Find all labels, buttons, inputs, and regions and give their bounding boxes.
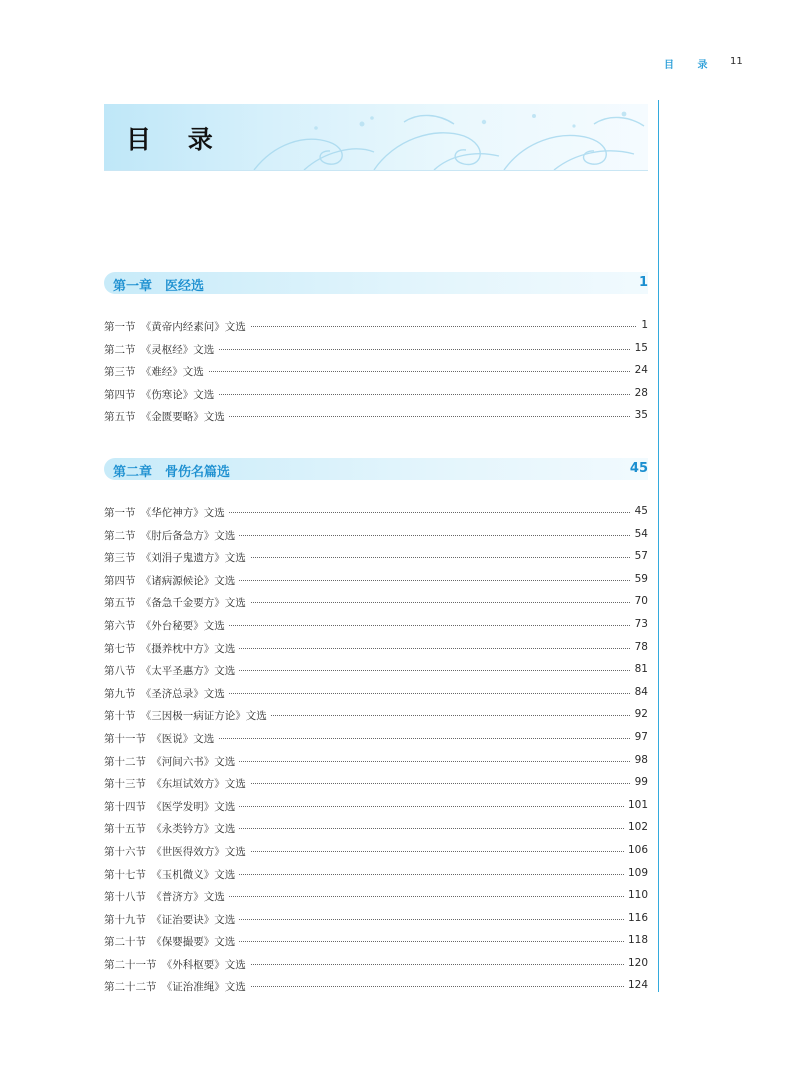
- toc-entry-title: 第三节 《难经》文选: [104, 364, 208, 379]
- toc-entry: [104, 727, 648, 750]
- toc-entry-page: 45: [631, 505, 648, 517]
- toc-entry-title: 第四节 《诸病源候论》文选: [104, 573, 239, 588]
- toc-entry: [104, 930, 648, 953]
- toc-entry: [104, 772, 648, 795]
- toc-entry-page: 15: [631, 342, 648, 354]
- toc-entry-title: 第十四节 《医学发明》文选: [104, 799, 239, 814]
- toc-entry: [104, 383, 648, 406]
- running-head-title: 目 录: [664, 60, 718, 71]
- toc-entry-page: 81: [631, 663, 648, 675]
- toc-list: [104, 315, 648, 428]
- toc-entry-title: 第十三节 《东垣试效方》文选: [104, 776, 250, 791]
- chapter-title: 第二章 骨伤名篇选: [113, 465, 231, 480]
- chapter-title: 第一章 医经选: [113, 279, 205, 294]
- toc-entry-page: 101: [624, 799, 648, 811]
- toc-banner: [104, 104, 648, 170]
- toc-entry: [104, 569, 648, 592]
- toc-entry-title: 第十九节 《证治要诀》文选: [104, 912, 239, 927]
- toc-entry-title: 第二十二节 《证治准绳》文选: [104, 979, 250, 994]
- toc-entry: [104, 659, 648, 682]
- toc-entry: [104, 908, 648, 931]
- toc-entry-page: 73: [631, 618, 648, 630]
- banner-divider: [104, 170, 648, 171]
- toc-entry: [104, 682, 648, 705]
- toc-entry: [104, 885, 648, 908]
- toc-entry: [104, 795, 648, 818]
- toc-entry: [104, 637, 648, 660]
- toc-entry-page: 124: [624, 979, 648, 991]
- toc-entry: [104, 360, 648, 383]
- toc-entry-title: 第十六节 《世医得效方》文选: [104, 844, 250, 859]
- toc-entry-page: 99: [631, 776, 648, 788]
- toc-entry: [104, 591, 648, 614]
- toc-entry-title: 第一节 《华佗神方》文选: [104, 505, 229, 520]
- toc-entry: [104, 863, 648, 886]
- toc-entry-title: 第十一节 《医说》文选: [104, 731, 218, 746]
- toc-entry-page: 109: [624, 867, 648, 879]
- toc-entry-page: 1: [637, 319, 648, 331]
- toc-entry: [104, 501, 648, 524]
- toc-list: [104, 501, 648, 998]
- toc-entry-title: 第七节 《摄养枕中方》文选: [104, 641, 239, 656]
- toc-entry: [104, 546, 648, 569]
- toc-entry-title: 第二节 《肘后备急方》文选: [104, 528, 239, 543]
- chapter-page: 1: [638, 275, 648, 290]
- toc-entry-page: 118: [624, 934, 648, 946]
- page-title: 目 录: [126, 125, 227, 154]
- toc-entry-page: 54: [631, 528, 648, 540]
- toc-entry: [104, 338, 648, 361]
- toc-entry-page: 70: [631, 595, 648, 607]
- margin-rule: [658, 100, 659, 992]
- toc-entry: [104, 750, 648, 773]
- toc-entry-page: 120: [624, 957, 648, 969]
- toc-entry-page: 110: [624, 889, 648, 901]
- toc-entry: [104, 405, 648, 428]
- toc-entry-page: 78: [631, 641, 648, 653]
- toc-entry-page: 98: [631, 754, 648, 766]
- toc-entry-title: 第二十节 《保婴撮要》文选: [104, 934, 239, 949]
- toc-entry: [104, 840, 648, 863]
- toc-entry-page: 24: [631, 364, 648, 376]
- toc-entry: [104, 524, 648, 547]
- toc-entry-page: 97: [631, 731, 648, 743]
- toc-entry-title: 第十七节 《玉机微义》文选: [104, 867, 239, 882]
- toc-entry-page: 92: [631, 708, 648, 720]
- toc-entry: [104, 704, 648, 727]
- toc-entry: [104, 315, 648, 338]
- toc-entry-page: 35: [631, 409, 648, 421]
- toc-entry-page: 57: [631, 550, 648, 562]
- toc-entry: [104, 817, 648, 840]
- toc-entry-title: 第二节 《灵枢经》文选: [104, 342, 218, 357]
- toc-entry-title: 第一节 《黄帝内经素问》文选: [104, 319, 250, 334]
- toc-entry-title: 第五节 《备急千金要方》文选: [104, 595, 250, 610]
- toc-entry-title: 第十节 《三因极一病证方论》文选: [104, 708, 271, 723]
- toc-entry-title: 第十五节 《永类钤方》文选: [104, 821, 239, 836]
- chapter-page: 45: [629, 461, 648, 476]
- toc-entry-title: 第四节 《伤寒论》文选: [104, 387, 218, 402]
- toc-entry: [104, 953, 648, 976]
- toc-entry-page: 116: [624, 912, 648, 924]
- toc-entry-title: 第八节 《太平圣惠方》文选: [104, 663, 239, 678]
- toc-entry-title: 第二十一节 《外科枢要》文选: [104, 957, 250, 972]
- toc-entry-title: 第九节 《圣济总录》文选: [104, 686, 229, 701]
- toc-entry-title: 第十八节 《普济方》文选: [104, 889, 229, 904]
- toc-entry-title: 第五节 《金匮要略》文选: [104, 409, 229, 424]
- chapter-heading: [104, 272, 648, 294]
- toc-entry-page: 102: [624, 821, 648, 833]
- toc-entry: [104, 975, 648, 998]
- toc-entry: [104, 614, 648, 637]
- toc-entry-title: 第十二节 《河间六书》文选: [104, 754, 239, 769]
- toc-entry-page: 59: [631, 573, 648, 585]
- toc-entry-page: 84: [631, 686, 648, 698]
- chapter-heading: [104, 458, 648, 480]
- page-number: 11: [730, 56, 743, 67]
- running-head: [664, 56, 750, 72]
- toc-entry-page: 28: [631, 387, 648, 399]
- toc-entry-title: 第六节 《外台秘要》文选: [104, 618, 229, 633]
- toc-entry-title: 第三节 《刘涓子鬼遗方》文选: [104, 550, 250, 565]
- toc-entry-page: 106: [624, 844, 648, 856]
